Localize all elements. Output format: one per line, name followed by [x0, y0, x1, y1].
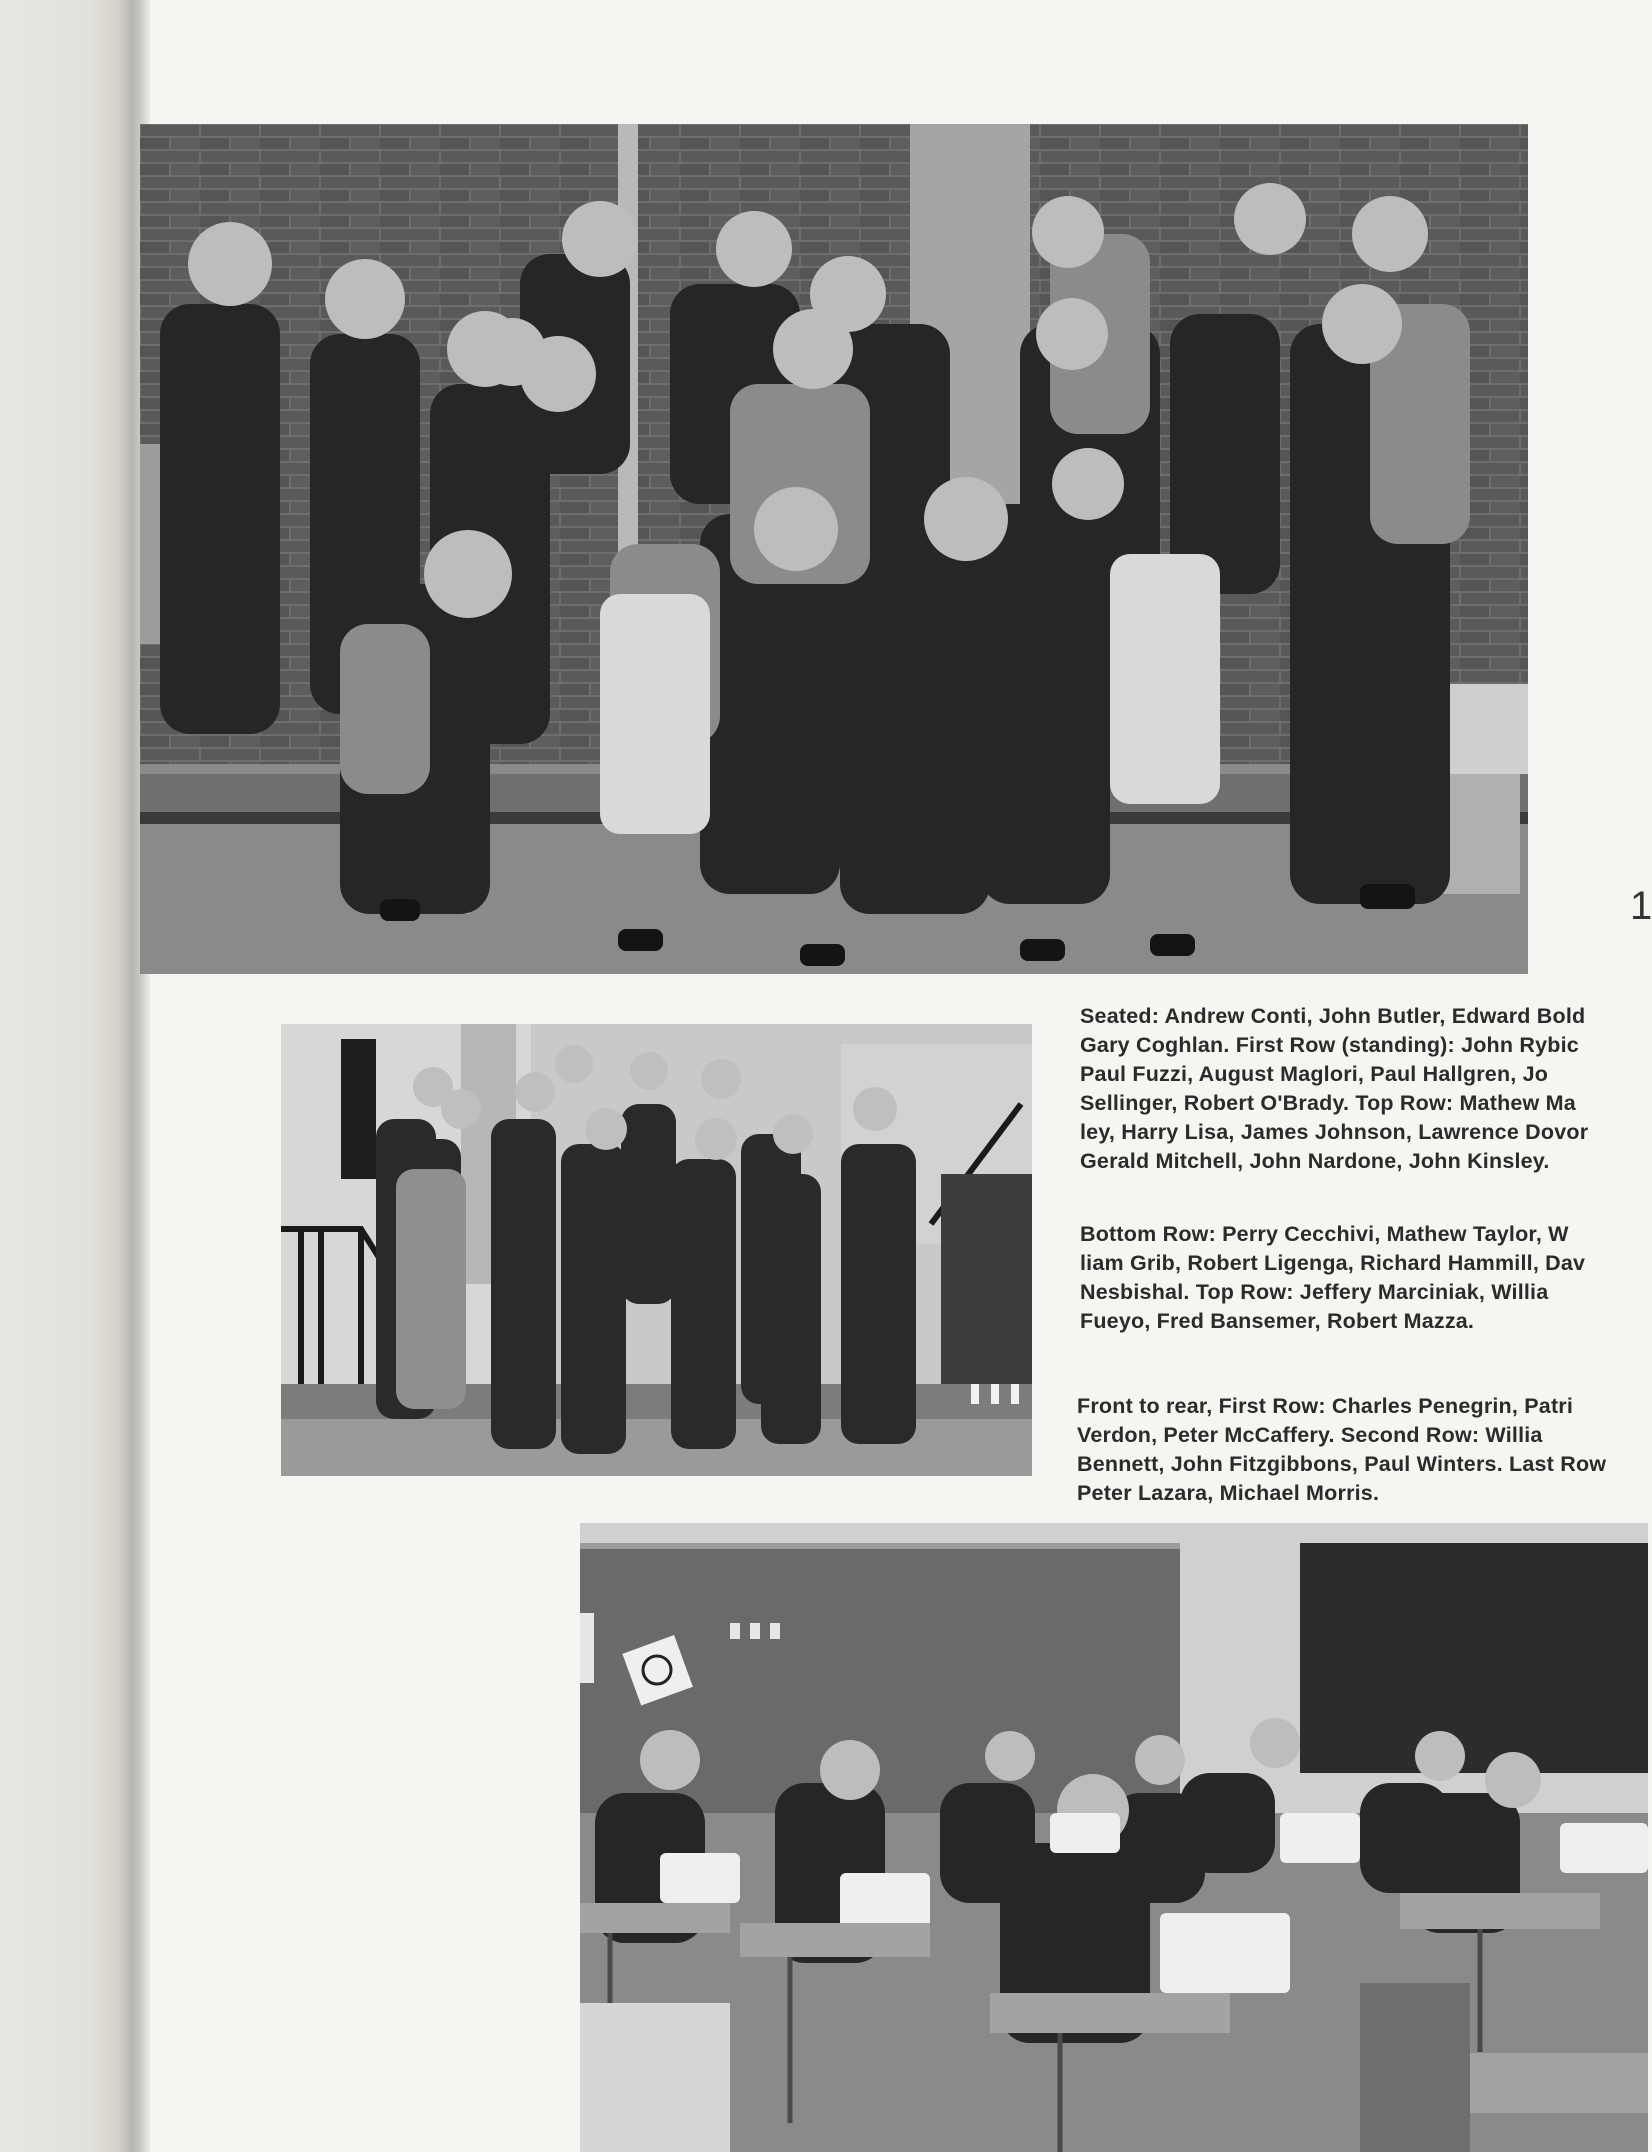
group-portrait-image: [140, 124, 1528, 974]
book-spine-shadow: [0, 0, 150, 2152]
caption-line: Fueyo, Fred Bansemer, Robert Mazza.: [1080, 1309, 1475, 1333]
caption-group-portrait: [1080, 1002, 1648, 1176]
caption-line: liam Grib, Robert Ligenga, Richard Hammill, Dav: [1080, 1251, 1586, 1275]
caption-line: Verdon, Peter McCaffery. Second Row: Willia: [1077, 1423, 1543, 1447]
caption-line: Gary Coghlan. First Row (standing): John Rybic: [1080, 1033, 1579, 1057]
caption-line: ley, Harry Lisa, James Johnson, Lawrence Dovor: [1080, 1120, 1589, 1144]
caption-line: Gerald Mitchell, John Nardone, John Kinsley.: [1080, 1149, 1550, 1173]
caption-line: Bottom Row: Perry Cecchivi, Mathew Taylor, W: [1080, 1222, 1569, 1246]
caption-line: Front to rear, First Row: Charles Penegrin, Patri: [1077, 1394, 1574, 1418]
typing-class-photo: [580, 1523, 1648, 2152]
caption-entrance-group: [1080, 1220, 1648, 1336]
entrance-group-image: [281, 1024, 1032, 1476]
caption-typing-class: [1077, 1392, 1645, 1508]
caption-line: Bennett, John Fitzgibbons, Paul Winters. Last Row: [1077, 1452, 1607, 1476]
caption-line: Nesbishal. Top Row: Jeffery Marciniak, Willia: [1080, 1280, 1549, 1304]
caption-line: Seated: Andrew Conti, John Butler, Edward Bold: [1080, 1004, 1586, 1028]
group-portrait-photo: [140, 124, 1528, 974]
entrance-group-photo: [281, 1024, 1032, 1476]
caption-line: Paul Fuzzi, August Maglori, Paul Hallgren, Jo: [1080, 1062, 1549, 1086]
caption-line: Sellinger, Robert O'Brady. Top Row: Mathew Ma: [1080, 1091, 1576, 1115]
page-number-fragment: 1: [1630, 884, 1652, 928]
caption-line: Peter Lazara, Michael Morris.: [1077, 1481, 1380, 1505]
typing-class-image: [580, 1523, 1648, 2152]
